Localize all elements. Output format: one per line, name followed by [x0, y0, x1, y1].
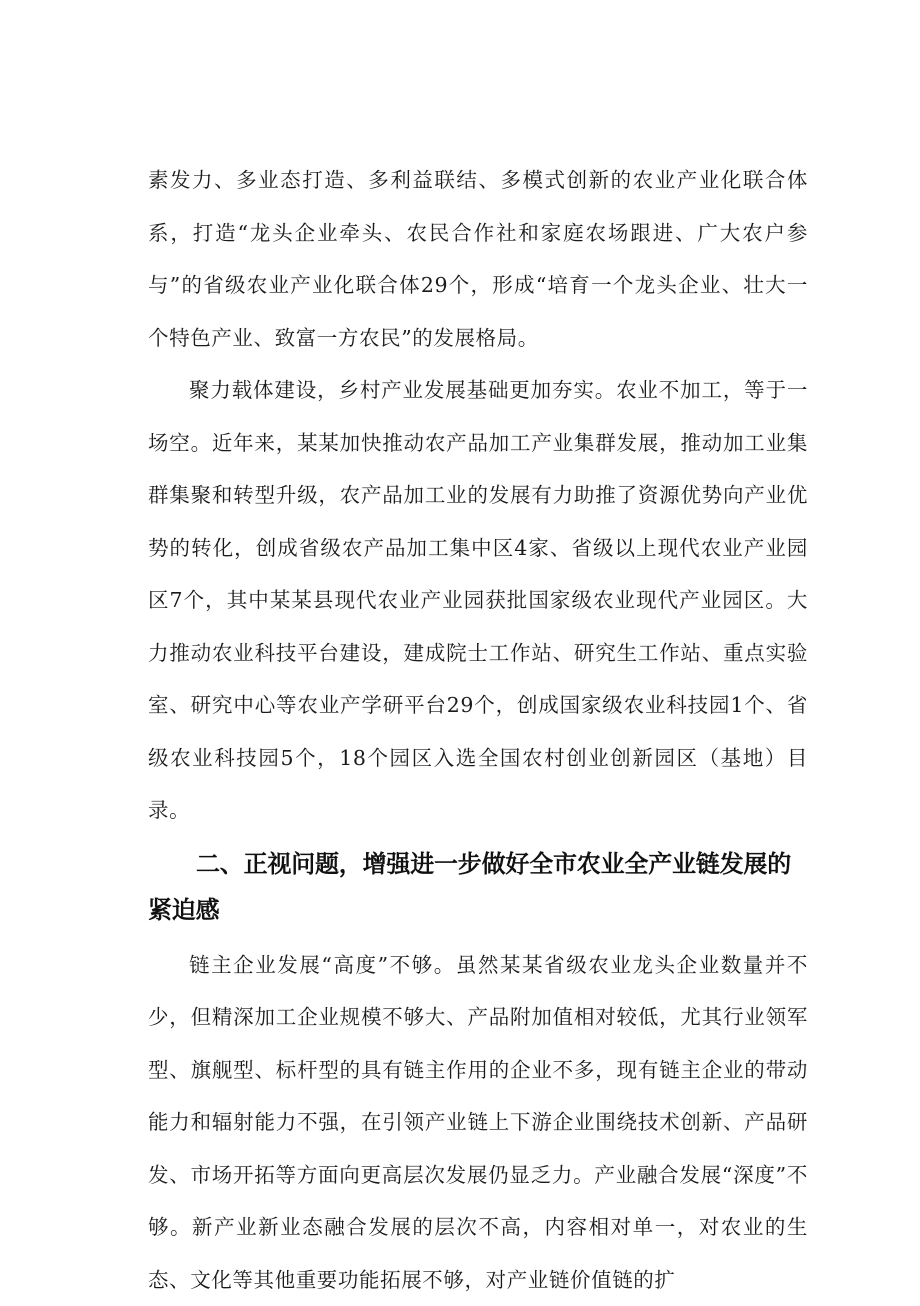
document-body: [148, 154, 808, 1306]
section-heading: 二、正视问题，增强进一步做好全市农业全产业链发展的紧迫感: [148, 841, 808, 933]
body-paragraph-continued: 素发力、多业态打造、多利益联结、多模式创新的农业产业化联合体系，打造“龙头企业牵头、农民合作社和家庭农场跟进、广大农户参与”的省级农业产业化联合体29个，形成“培育一个龙头企业、壮大一个特色产业、致富一方农民”的发展格局。: [148, 154, 808, 364]
body-paragraph-chain-leader: 链主企业发展“高度”不够。虽然某某省级农业龙头企业数量并不少，但精深加工企业规模不够大、产品附加值相对较低，尤其行业领军型、旗舰型、标杆型的具有链主作用的企业不多，现有链主企业的带动能力和辐射能力不强，在引领产业链上下游企业围绕技术创新、产品研发、市场开拓等方面向更高层次发展仍显乏力。产业融合发展“深度”不够。新产业新业态融合发展的层次不高，内容相对单一，对农业的生态、文化等其他重要功能拓展不够，对产业链价值链的扩: [148, 939, 808, 1306]
body-paragraph-carrier-construction: 聚力载体建设，乡村产业发展基础更加夯实。农业不加工，等于一场空。近年来，某某加快推动农产品加工产业集群发展，推动加工业集群集聚和转型升级，农产品加工业的发展有力助推了资源优势向产业优势的转化，创成省级农产品加工集中区4家、省级以上现代农业产业园区7个，其中某某县现代农业产业园获批国家级农业现代产业园区。大力推动农业科技平台建设，建成院士工作站、研究生工作站、重点实验室、研究中心等农业产学研平台29个，创成国家级农业科技园1个、省级农业科技园5个，18个园区入选全国农村创业创新园区（基地）目录。: [148, 364, 808, 837]
